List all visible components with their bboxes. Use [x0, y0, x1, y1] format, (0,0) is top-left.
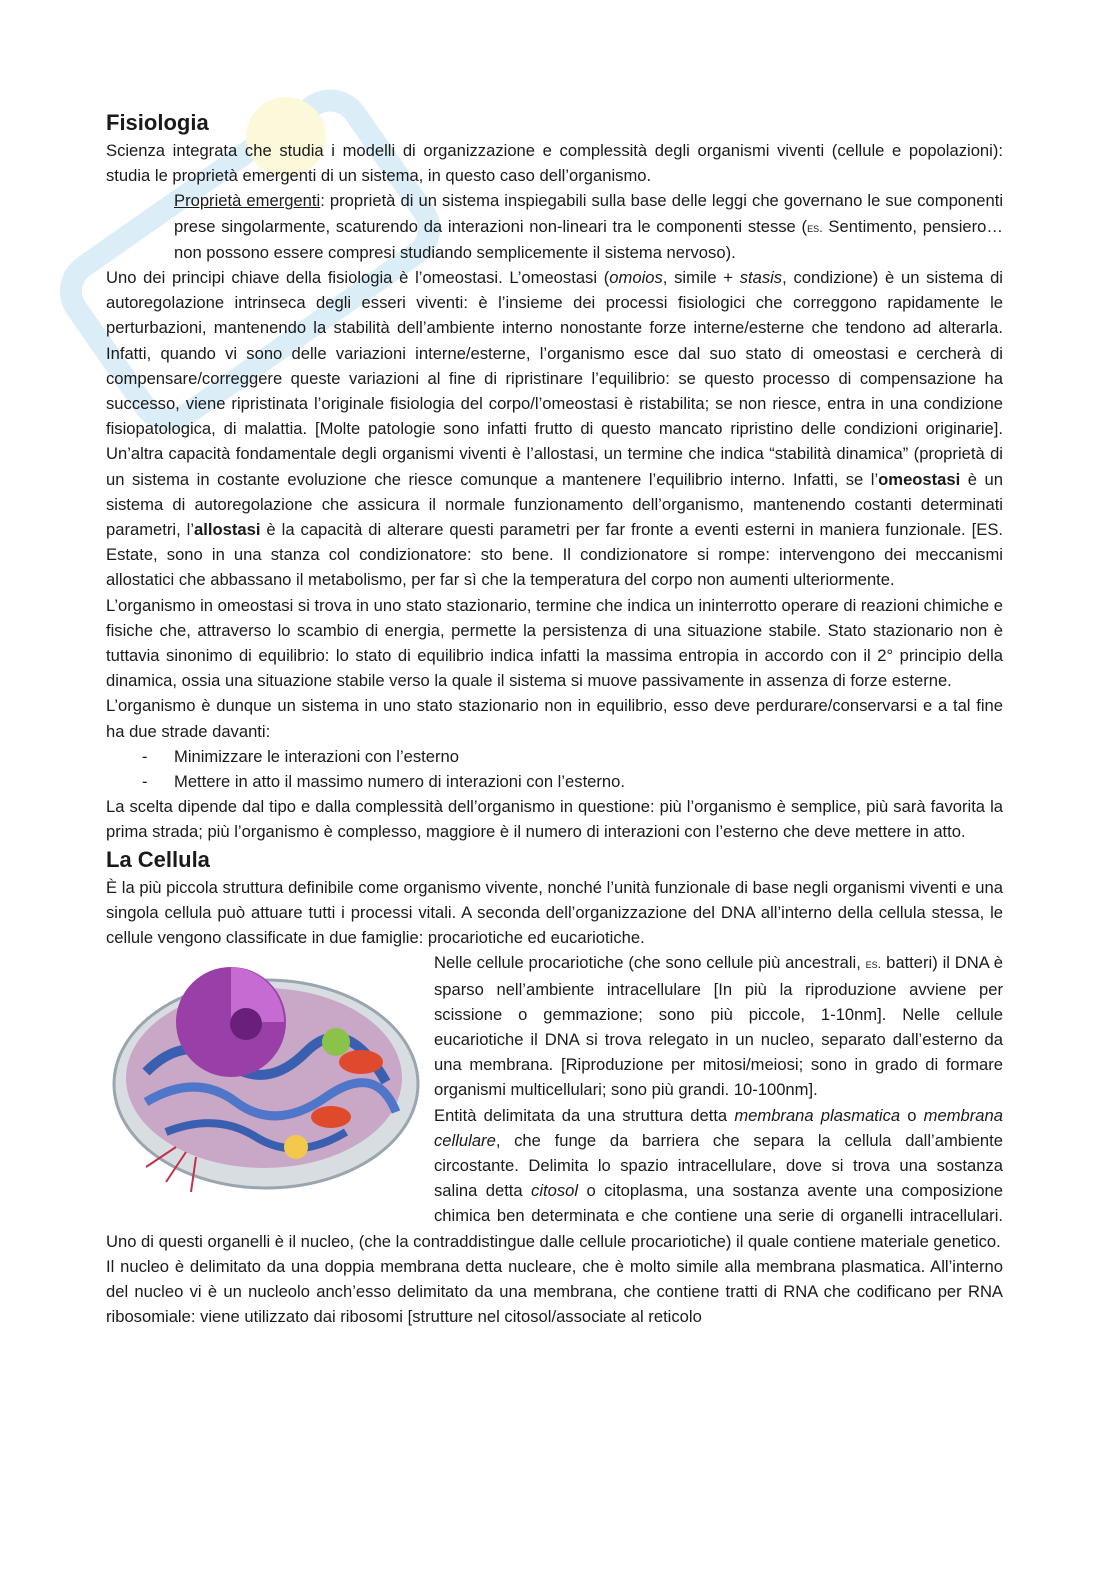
section-title-fisiologia: Fisiologia — [106, 110, 209, 135]
list-item: - Minimizzare le interazioni con l’esterno — [106, 744, 1003, 769]
paragraph-scelta: La scelta dipende dal tipo e dalla complessità dell’organismo in questione: più l’organismo è semplice, più sarà favorita la prima strada; più l’organismo è complesso, maggiore è il numero di interazioni con l’esterno che deve mettere in atto. — [106, 797, 1003, 842]
term-emergent: Proprietà emergenti — [174, 191, 321, 211]
paragraph-sistema: L’organismo è dunque un sistema in uno stato stazionario non in equilibrio, esso deve perdurare/conservarsi e a tal fine ha due strade davanti: — [106, 696, 1003, 741]
paragraph-intro: Scienza integrata che studia i modelli di organizzazione e complessità degli organismi viventi (cellule e popolazioni): studia le proprietà emergenti di un sistema, in questo caso dell’organismo. — [106, 141, 1003, 186]
document-page — [106, 108, 1003, 1329]
paragraph-membrana: Entità delimitata da una struttura detta membrana plasmatica o membrana cellulare, che funge da barriera che separa la cellula dall’ambiente circostante. Delimita lo spazio intracellulare, dove si trova una sostanza salina detta citosol o citoplasma, una sostanza avente una composizione chimica ben determinata e che contiene una serie di organelli intracellulari. Uno di questi organelli è il nucleo, (che la contraddistingue dalle cellule procariotiche) il quale contiene materiale genetico. — [106, 1105, 1004, 1251]
paragraph-cellula-def: È la più piccola struttura definibile come organismo vivente, nonché l’unità funzionale di base negli organismi viventi e una singola cellula può attuare tutti i processi vitali. A seconda dell’organizzazione del DNA all’interno della cellula stessa, le cellule vengono classificate in due famiglie: procariotiche ed eucariotiche. — [106, 877, 1003, 948]
list-item: - Mettere in atto il massimo numero di interazioni con l’esterno. — [106, 769, 1003, 794]
paragraph-emergent: Proprietà emergenti: proprietà di un sistema inspiegabili sulla base delle leggi che governano le sue componenti prese singolarmente, scaturendo da interazioni non-lineari tra le componenti stesse (es. Sentimento, pensiero… non possono essere compresi studiando semplicemente il sistema nervoso). — [174, 191, 1004, 262]
paragraph-omeostasi: Uno dei principi chiave della fisiologia è l’omeostasi. L’omeostasi (omoios, simile + stasis, condizione) è un sistema di autoregolazione intrinseca degli esseri viventi: è l’insieme dei processi fisiologici che correggono rapidamente le perturbazioni, mantenendo la stabilità dell’ambiente interno nonostante forze interne/esterne che tendono ad alterarla. Infatti, quando vi sono delle variazioni interne/esterne, l’organismo esce dal suo stato di omeostasi e cercherà di compensare/correggere queste variazioni al fine di ripristinare l’equilibrio: se questo processo di compensazione ha successo, viene ripristinata l’originale fisiologia del corpo/l’omeostasi è ristabilita; se non riesce, entra in una condizione fisiopatologica, di malattia. [Molte patologie sono infatti frutto di questo mancato ripristino delle condizioni originarie]. Un’altra capacità fondamentale degli organismi viventi è l’allostasi, un termine che indica “stabilità dinamica” (proprietà di un sistema in costante evoluzione che riesce comunque a mantenere l’equilibrio interno. Infatti, se l’omeostasi è un sistema di autoregolazione che assicura il normale funzionamento dell’organismo, mantenendo costanti determinati parametri, l’allostasi è la capacità di alterare questi parametri per far fronte a eventi esterni in maniera funzionale. [ES. Estate, sono in una stanza col condizionatore: sto bene. Il condizionatore si rompe: intervengono dei meccanismi allostatici che abbassano il metabolismo, per far sì che la temperatura del corpo non aumenti ulteriormente. — [106, 268, 1003, 590]
paragraph-nucleo: Il nucleo è delimitato da una doppia membrana detta nucleare, che è molto simile alla membrana plasmatica. All’interno del nucleo vi è un nucleolo anch’esso delimitato da una membrana, che contiene tratti di RNA che codificano per RNA ribosomiale: viene utilizzato dai ribosomi [strutture nel citosol/associate al reticolo — [106, 1256, 1003, 1327]
paragraph-procariotiche: Nelle cellule procariotiche (che sono cellule più ancestrali, es. batteri) il DNA è sparso nell’ambiente intracellulare [In più la riproduzione avviene per scissione o gemmazione; sono più piccole, 1-10nm]. Nelle cellule eucariotiche il DNA si trova relegato in un nucleo, separato dall’esterno da una membrana. [Riproduzione per mitosi/meiosi; sono in grado di formare organismi multicellulari; sono più grandi. 10-100nm]. — [106, 950, 1003, 1102]
cell-illustration — [106, 952, 424, 1200]
section-title-cellula: La Cellula — [106, 846, 210, 872]
strategy-list — [106, 744, 1003, 794]
paragraph-stato-stazionario: L’organismo in omeostasi si trova in uno stato stazionario, termine che indica un ininterrotto operare di reazioni chimiche e fisiche che, attraverso lo scambio di energia, permette la persistenza di una situazione stabile. Stato stazionario non è tuttavia sinonimo di equilibrio: lo stato di equilibrio indica infatti la massima entropia in accordo con il 2° principio della dinamica, ossia una situazione stabile verso la quale il sistema si muove passivamente in assenza di forze esterne. — [106, 595, 1003, 691]
